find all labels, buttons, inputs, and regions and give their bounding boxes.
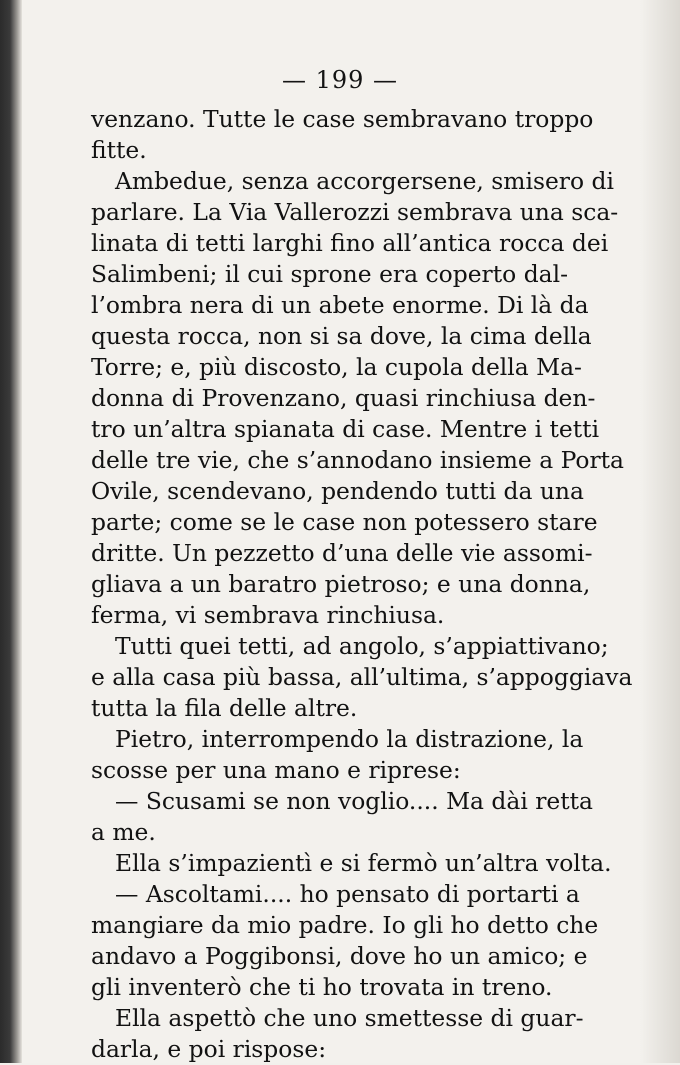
text-line: Ambedue, senza accorgersene, smisero di <box>115 167 614 195</box>
text-line: Ella s’impazientì e si fermò un’altra volta. <box>115 849 612 877</box>
text-line: — Scusami se non voglio.... Ma dài retta <box>115 787 594 815</box>
text-line: linata di tetti larghi fino all’antica rocca dei <box>91 229 609 257</box>
text-line: scosse per una mano e riprese: <box>91 756 461 784</box>
text-line: a me. <box>91 818 156 846</box>
text-line: gliava a un baratro pietroso; e una donna, <box>91 570 591 598</box>
text-line: Salimbeni; il cui sprone era coperto dal- <box>91 260 568 288</box>
text-line: darla, e poi rispose: <box>91 1035 327 1063</box>
page-number: — 199 — <box>281 66 399 94</box>
text-line: andavo a Poggibonsi, dove ho un amico; e <box>91 942 588 970</box>
text-line: e alla casa più bassa, all’ultima, s’appoggiava <box>91 663 633 691</box>
text-line: ferma, vi sembrava rinchiusa. <box>91 601 445 629</box>
text-line: parte; come se le case non potessero stare <box>91 508 598 536</box>
text-line: dritte. Un pezzetto d’una delle vie assomi- <box>91 539 593 567</box>
text-line: fitte. <box>91 136 147 164</box>
text-line: questa rocca, non si sa dove, la cima della <box>91 322 592 350</box>
text-line: mangiare da mio padre. Io gli ho detto che <box>91 911 599 939</box>
text-line: l’ombra nera di un abete enorme. Di là da <box>91 291 589 319</box>
text-line: Pietro, interrompendo la distrazione, la <box>115 725 584 753</box>
text-line: delle tre vie, che s’annodano insieme a Porta <box>91 446 624 474</box>
text-line: donna di Provenzano, quasi rinchiusa den- <box>91 384 596 412</box>
text-line: Ella aspettò che uno smettesse di guar- <box>115 1004 584 1032</box>
text-line: tro un’altra spianata di case. Mentre i tetti <box>91 415 600 443</box>
text-line: tutta la fila delle altre. <box>91 694 358 722</box>
binding-edge <box>0 0 22 1063</box>
text-line: Torre; e, più discosto, la cupola della Ma- <box>91 353 582 381</box>
body-text <box>91 104 633 1065</box>
text-line: parlare. La Via Vallerozzi sembrava una sca- <box>91 198 619 226</box>
page-shadow <box>640 0 680 1063</box>
text-line: gli inventerò che ti ho trovata in treno. <box>91 973 553 1001</box>
text-line: venzano. Tutte le case sembravano troppo <box>91 105 594 133</box>
text-line: Tutti quei tetti, ad angolo, s’appiattivano; <box>115 632 609 660</box>
text-line: Ovile, scendevano, pendendo tutti da una <box>91 477 584 505</box>
text-line: — Ascoltami.... ho pensato di portarti a <box>115 880 580 908</box>
